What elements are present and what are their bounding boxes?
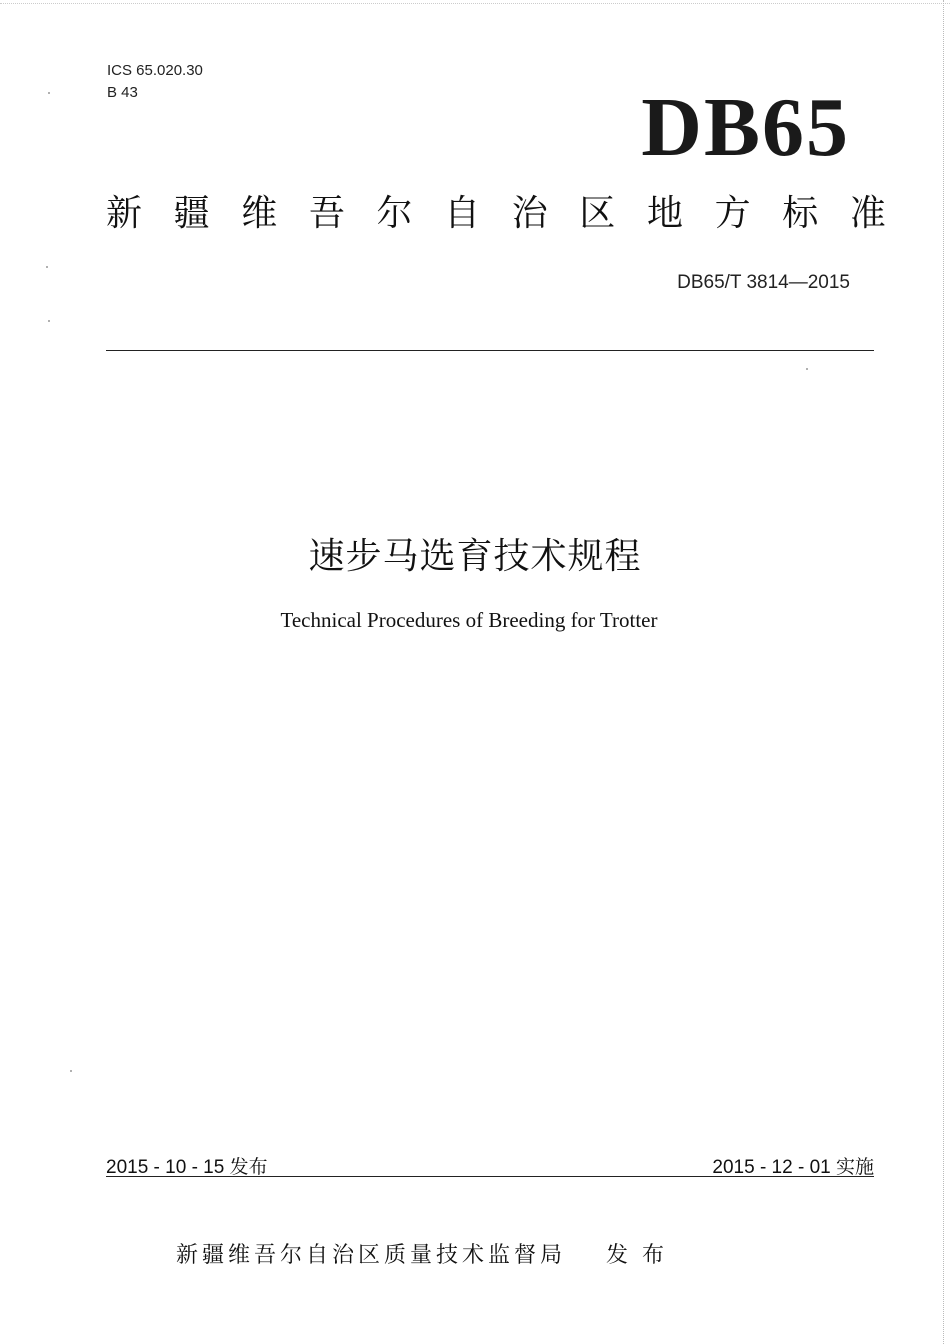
scan-speck — [46, 266, 48, 268]
category-char: 新 — [106, 193, 143, 234]
scan-edge-right — [943, 0, 950, 1344]
scan-speck — [70, 1070, 72, 1072]
title-english: Technical Procedures of Breeding for Trotter — [280, 608, 658, 632]
dates-row — [106, 1152, 874, 1179]
scan-speck — [48, 92, 50, 94]
category-char: 标 — [782, 193, 819, 234]
ccs-code: B 43 — [107, 84, 138, 101]
scan-speck — [48, 320, 50, 322]
category-char: 疆 — [173, 193, 210, 234]
publish-date: 2015 - 10 - 15 发布 — [106, 1157, 268, 1178]
category-char: 维 — [241, 193, 278, 234]
category-char: 方 — [714, 193, 751, 234]
standard-category-heading — [106, 193, 886, 234]
scan-edge-top — [0, 0, 950, 4]
ics-code: ICS 65.020.30 — [107, 62, 203, 79]
db65-logo: DB65 — [641, 81, 850, 174]
category-char: 区 — [579, 193, 616, 234]
publisher-line — [176, 1238, 678, 1269]
implement-date: 2015 - 12 - 01 实施 — [712, 1157, 874, 1178]
category-char: 尔 — [376, 193, 413, 234]
standard-number: DB65/T 3814—2015 — [677, 272, 850, 293]
publisher-name: 新疆维吾尔自治区质量技术监督局 — [176, 1243, 567, 1268]
category-char: 吾 — [308, 193, 345, 234]
category-char: 自 — [444, 193, 481, 234]
release-label: 发布 — [606, 1243, 679, 1268]
scan-speck — [806, 368, 808, 370]
classification-codes — [107, 60, 203, 104]
category-char: 地 — [647, 193, 684, 234]
category-char: 准 — [849, 193, 886, 234]
footer-divider — [106, 1176, 874, 1177]
category-char: 治 — [511, 193, 548, 234]
header-divider — [106, 350, 874, 351]
title-chinese: 速步马选育技术规程 — [308, 536, 642, 577]
